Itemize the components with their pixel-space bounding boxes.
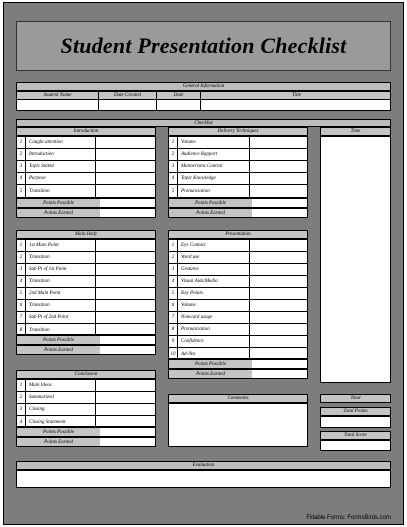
total-points-label: Total Points [320,407,391,416]
conclusion-points-possible: Points Possible [16,427,156,437]
list-item[interactable]: 9 Confidence [169,336,307,348]
list-item[interactable]: 7 Notecard usage [169,312,307,324]
introduction-header: Introduction [16,127,156,136]
time-field[interactable] [320,136,391,383]
conclusion-list [16,379,156,427]
list-item[interactable]: 6 Transition [17,300,155,312]
list-item[interactable]: 1 Caught attention [17,137,155,149]
evaluation-field[interactable] [16,470,391,488]
time-header: Time [320,127,391,136]
date-field[interactable] [157,100,201,111]
main-body-points-possible: Points Possible [16,335,156,345]
list-item[interactable]: 1 Main Ideas [17,380,155,392]
total-points-field[interactable] [320,416,391,428]
delivery-header: Delivery Techniques [168,127,308,136]
list-item[interactable]: 2 Introduction [17,149,155,161]
student-name-field[interactable] [17,100,99,111]
list-item[interactable]: 4 Transition [17,276,155,288]
list-item[interactable]: 4 Topic Knowledge [169,173,307,185]
list-item[interactable]: 3 Closing [17,404,155,416]
delivery-points-earned: Points Earned [168,208,308,218]
intro-points-earned: Points Earned [16,208,156,218]
list-item[interactable]: 2 Word use [169,252,307,264]
list-item[interactable]: 2 Audience Rapport [169,149,307,161]
footer-credit: Fillable Forms: FormsBirds.com [306,515,391,521]
list-item[interactable]: 3 Mannerisms Control [169,161,307,173]
col-date: Date [157,92,201,99]
list-item[interactable]: 4 Visual Aids/Media [169,276,307,288]
list-item[interactable]: 3 Sub Pt of 1st Point [17,264,155,276]
intro-points-possible-field[interactable] [100,199,155,207]
date-created-field[interactable] [99,100,157,111]
list-item[interactable]: 4 Purpose [17,173,155,185]
comments-header: Comments [168,394,308,403]
total-score-field[interactable] [320,440,391,451]
general-info-header: General Information [16,82,391,91]
general-info-table [16,91,391,111]
list-item[interactable]: 2 Summarized [17,392,155,404]
delivery-points-earned-field[interactable] [252,209,307,217]
list-item[interactable]: 5 Transition [17,185,155,197]
main-body-list [16,239,156,335]
list-item[interactable]: 5 2nd Main Point [17,288,155,300]
list-item[interactable]: 8 Transition [17,324,155,336]
conclusion-header: Conclusion [16,370,156,379]
delivery-points-possible: Points Possible [168,198,308,208]
list-item[interactable]: 1 1st Main Point [17,240,155,252]
conclusion-points-earned: Points Earned [16,437,156,447]
list-item[interactable]: 3 Topic Stated [17,161,155,173]
presentation-points-earned: Points Earned [168,369,308,379]
list-item[interactable]: 5 Key Points [169,288,307,300]
checklist-page [3,2,404,525]
presentation-points-possible-field[interactable] [252,360,307,368]
delivery-list [168,136,308,198]
list-item[interactable]: 3 Gestures [169,264,307,276]
presentation-header: Presentation [168,230,308,239]
presentation-points-possible: Points Possible [168,359,308,369]
col-date-created: Date Created [99,92,157,99]
main-body-header: Main Body [16,230,156,239]
intro-points-earned-field[interactable] [100,209,155,217]
list-item[interactable]: 10 Ad-libs [169,348,307,360]
delivery-points-possible-field[interactable] [252,199,307,207]
list-item[interactable]: 1 Volume [169,137,307,149]
list-item[interactable]: 2 Transition [17,252,155,264]
introduction-list [16,136,156,198]
comments-field[interactable] [168,403,308,447]
presentation-points-earned-field[interactable] [252,370,307,378]
total-score-label: Total Score [320,431,391,440]
evaluation-header: Evaluation [16,461,391,470]
col-student-name: Student Name [17,92,99,99]
main-body-points-earned: Points Earned [16,345,156,355]
list-item[interactable]: 8 Pronunciation [169,324,307,336]
presentation-list [168,239,308,359]
conclusion-points-earned-field[interactable] [100,438,155,446]
title-banner [16,21,391,71]
checklist-header: Checklist [16,119,391,127]
title-field[interactable] [201,100,392,111]
list-item[interactable]: 4 Closing Statement [17,416,155,428]
list-item[interactable]: 1 Eye Contact [169,240,307,252]
main-body-points-possible-field[interactable] [100,336,155,344]
total-header: Total [320,394,391,403]
col-title: Title [292,93,301,98]
list-item[interactable]: 6 Volume [169,300,307,312]
page-title: Student Presentation Checklist [60,33,347,58]
list-item[interactable]: 5 Pronunciation [169,185,307,197]
conclusion-points-possible-field[interactable] [100,428,155,436]
intro-points-possible: Points Possible [16,198,156,208]
list-item[interactable]: 7 Sub Pt of 2nd Point [17,312,155,324]
main-body-points-earned-field[interactable] [100,346,155,354]
